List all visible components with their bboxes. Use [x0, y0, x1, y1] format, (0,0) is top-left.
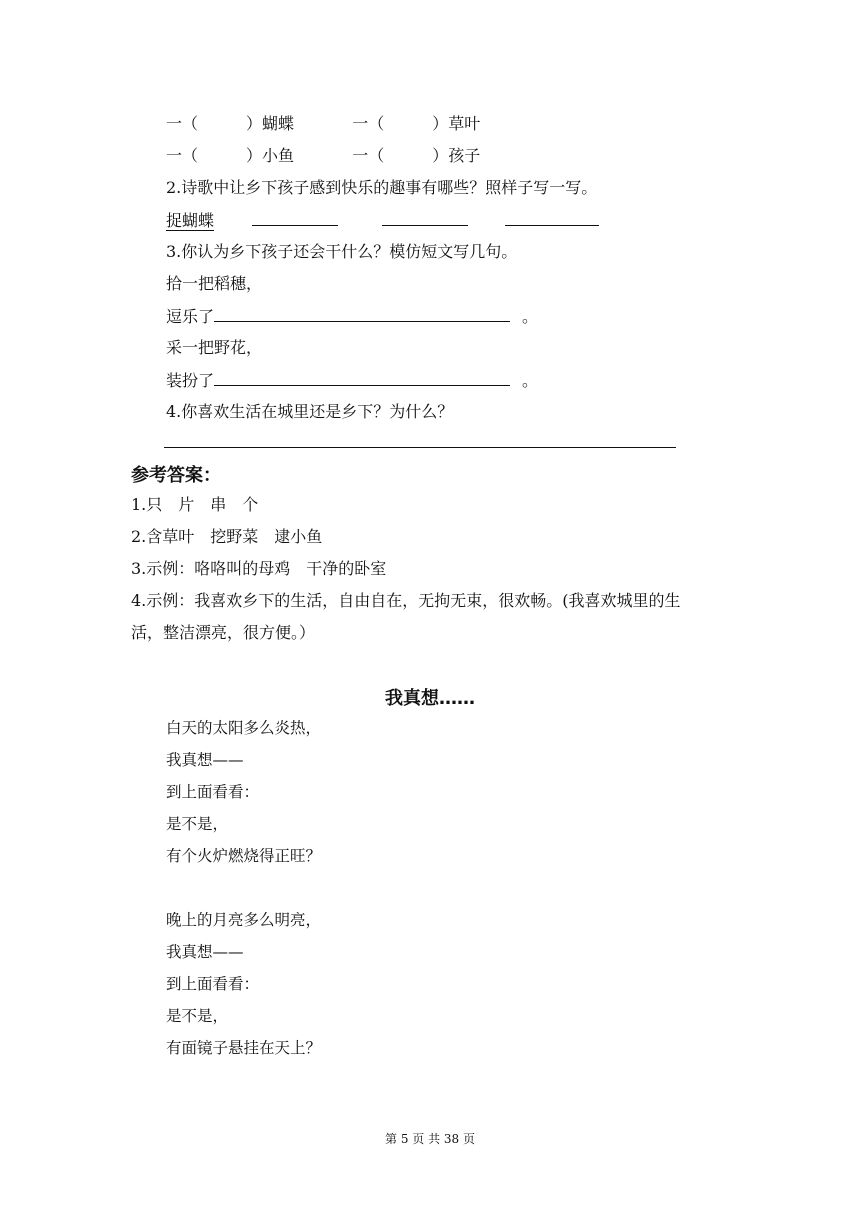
q1-row-2: [166, 145, 480, 167]
q2-prompt: 2.诗歌中让乡下孩子感到快乐的趣事有哪些？照样子写一写。: [166, 178, 598, 197]
poem-s1-line-3: 到上面看看：: [166, 783, 260, 801]
answer-4-line-2: 活，整洁漂亮，很方便。）: [131, 623, 316, 642]
q3-prompt: 3.你认为乡下孩子还会干什么？模仿短文写几句。: [166, 242, 518, 261]
q4-prompt: 4.你喜欢生活在城里还是乡下？为什么？: [166, 402, 454, 421]
poem-s1-line-4: 是不是，: [166, 815, 229, 833]
q3-line-2: [166, 305, 538, 328]
poem-s2-line-2: 我真想——: [166, 943, 244, 961]
poem-s2-line-5: 有面镜子悬挂在天上？: [166, 1039, 322, 1057]
q3-line-4-prefix: 装扮了: [166, 371, 215, 390]
poem-s1-line-1: 白天的太阳多么炎热，: [166, 719, 322, 737]
q2-blank-2[interactable]: [382, 209, 468, 226]
q2-answer-row: [166, 209, 599, 232]
q2-example: 捉蝴蝶: [166, 211, 215, 230]
answers-heading: 参考答案：: [131, 465, 221, 486]
q3-line-2-suffix: 。: [522, 307, 539, 326]
q3-blank-2[interactable]: [214, 369, 510, 386]
poem-title: 我真想……: [385, 688, 475, 709]
poem-s2-line-3: 到上面看看：: [166, 975, 260, 993]
q1-row-1: [166, 113, 480, 135]
page-footer: 第 5 页 共 38 页: [385, 1132, 475, 1146]
poem-s2-line-4: 是不是，: [166, 1007, 229, 1025]
q2-blank-1[interactable]: [252, 209, 338, 226]
answer-3: 3.示例：咯咯叫的母鸡 干净的卧室: [131, 559, 387, 578]
answer-1: 1.只 片 串 个: [131, 495, 259, 514]
q3-line-4-suffix: 。: [522, 371, 539, 390]
poem-s2-line-1: 晚上的月亮多么明亮，: [166, 911, 322, 929]
q4-answer-line[interactable]: [164, 447, 676, 448]
answer-2: 2.含草叶 挖野菜 逮小鱼: [131, 527, 323, 546]
answer-4-line-1: 4.示例：我喜欢乡下的生活，自由自在，无拘无束，很欢畅。(我喜欢城里的生: [131, 591, 681, 610]
q1-item-grass: 一（ ）草叶: [352, 114, 481, 133]
q2-blank-3[interactable]: [505, 209, 599, 226]
q1-item-child: 一（ ）孩子: [352, 146, 481, 165]
q3-line-3: 采一把野花，: [166, 338, 263, 357]
q1-item-butterfly: 一（ ）蝴蝶: [166, 114, 295, 133]
q1-item-fish: 一（ ）小鱼: [166, 146, 295, 165]
poem-s1-line-2: 我真想——: [166, 751, 244, 769]
q3-line-2-prefix: 逗乐了: [166, 307, 215, 326]
q3-line-1: 拾一把稻穗，: [166, 274, 263, 293]
poem-s1-line-5: 有个火炉燃烧得正旺？: [166, 847, 322, 865]
q3-line-4: [166, 369, 538, 392]
q3-blank-1[interactable]: [214, 305, 510, 322]
